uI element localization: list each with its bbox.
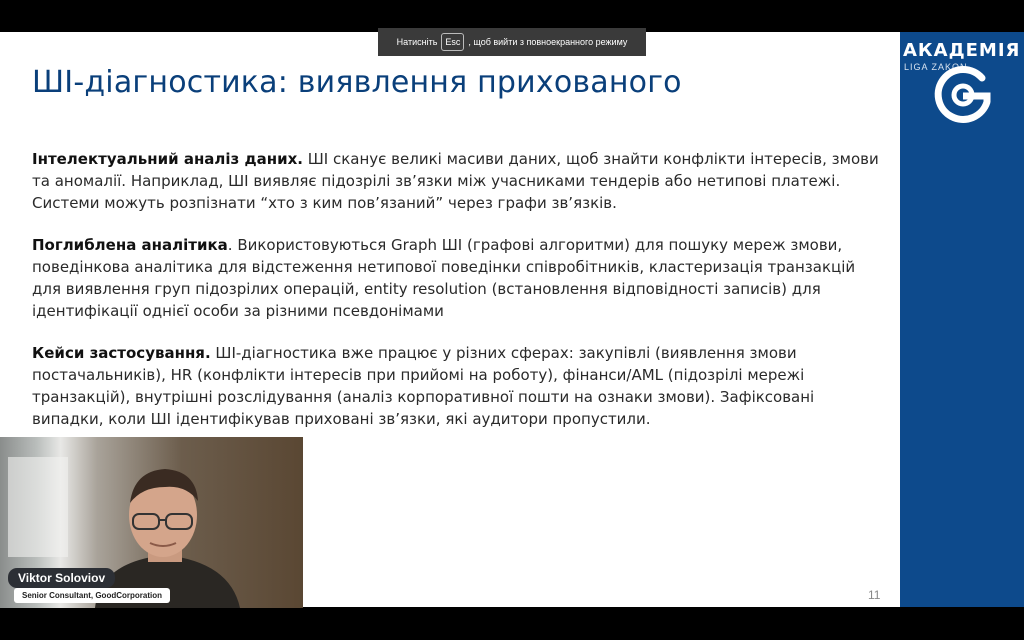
notice-prefix: Натисніть (396, 37, 438, 47)
participant-name-tag: Viktor Soloviov (8, 568, 115, 588)
esc-key-hint: Esc (441, 33, 464, 51)
fullscreen-exit-notice (378, 28, 646, 56)
participant-role-tag: Senior Consultant, GoodCorporation (14, 588, 170, 603)
brand-sidebar (900, 32, 1024, 607)
academy-g-logo-icon (930, 62, 996, 128)
slide-page-number: 11 (868, 588, 881, 602)
brand-subtitle: LIGA ZAKON (904, 62, 968, 72)
paragraph-text: . Використовуються Graph ШІ (графові алгоритми) для пошуку мереж змови, поведінкова аналітика для відстеження нетипової поведінки співробітників, кластеризація транзакцій для виявлення груп підозрілих операцій, entity resolution (встановлення відповідності записів) для ідентифікації однієї особи за різними псевдонімами (32, 236, 856, 320)
paragraph-text: ШІ-діагностика вже працює у різних сферах: закупівлі (виявлення змови постачальників), HR (конфлікти інтересів при прийомі на роботу), фінанси/AML (підозрілі мережі транзакцій), внутрішні розслідування (аналіз корпоративної пошти на ознаки змови). Зафіксовані випадки, коли ШІ ідентифікував приховані зв’язки, які аудитори пропустили. (32, 344, 815, 428)
paragraph-data-analysis (32, 148, 882, 214)
notice-suffix: , щоб вийти з повноекранного режиму (468, 37, 628, 47)
paragraph-heading: Інтелектуальний аналіз даних. (32, 150, 303, 168)
slide-title: ШІ-діагностика: виявлення прихованого (32, 65, 682, 100)
paragraph-heading: Поглиблена аналітика (32, 236, 228, 254)
paragraph-heading: Кейси застосування. (32, 344, 211, 362)
paragraph-deep-analytics (32, 234, 882, 322)
paragraph-use-cases (32, 342, 882, 430)
paragraph-text: ШІ сканує великі масиви даних, щоб знайти конфлікти інтересів, змови та аномалії. Наприклад, ШІ виявляє підозрілі зв’язки між учасниками тендерів або нетипові платежі. Системи можуть розпізнати “хто з ким пов’язаний” через графи зв’язків. (32, 150, 879, 212)
brand-name: АКАДЕМІЯ (903, 40, 1021, 61)
slide-content (32, 148, 882, 450)
